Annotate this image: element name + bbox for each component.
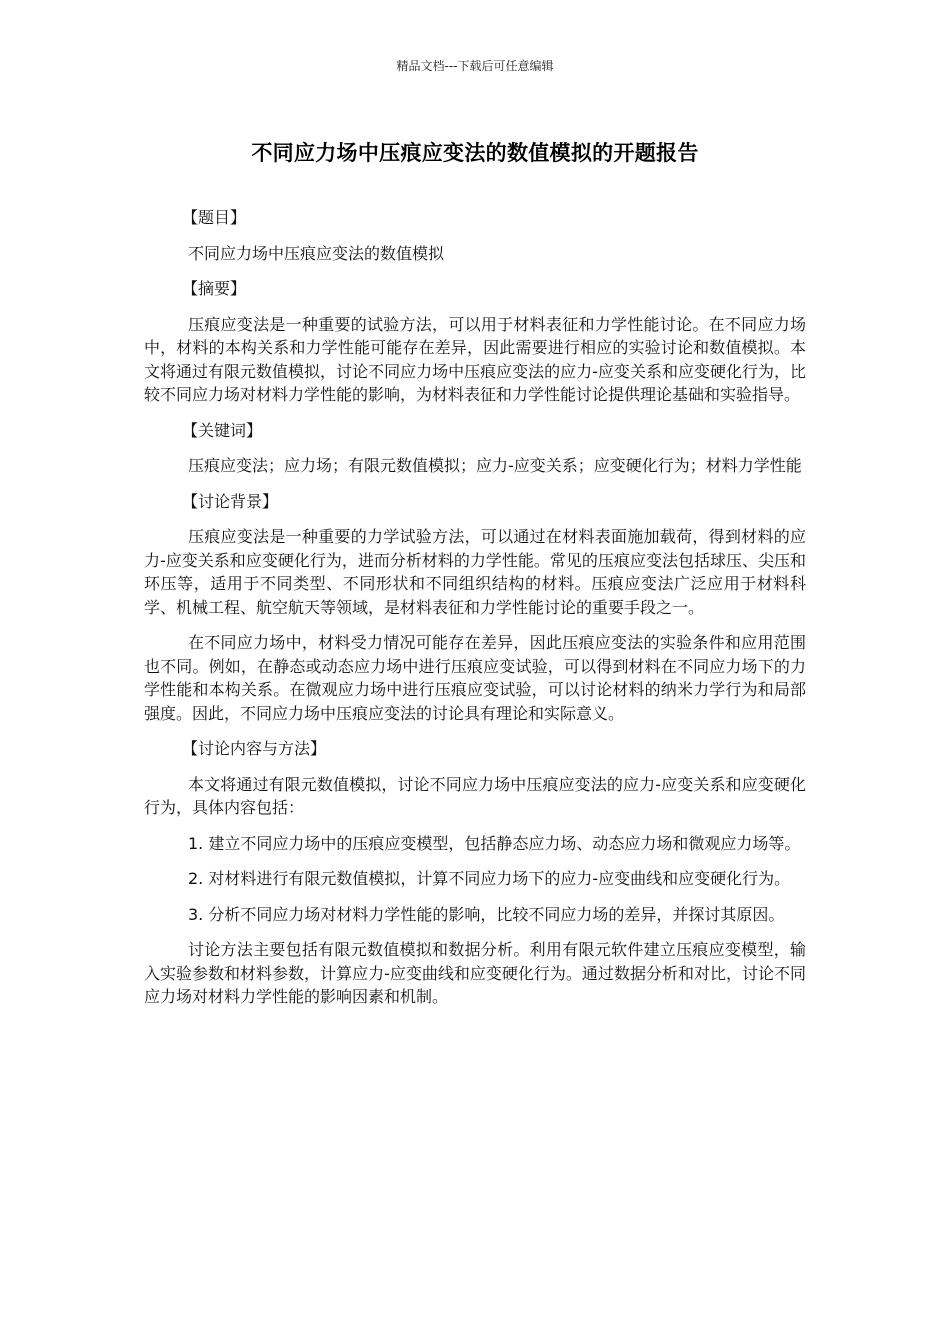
keywords-paragraph: 压痕应变法；应力场；有限元数值模拟；应力-应变关系；应变硬化行为；材料力学性能: [188, 456, 802, 475]
method-list-item-3: 3. 分析不同应力场对材料力学性能的影响，比较不同应力场的差异，并探讨其原因。: [188, 904, 785, 924]
method-paragraph-2: 讨论方法主要包括有限元数值模拟和数据分析。利用有限元软件建立压痕应变模型，输入实验参数和材料参数，计算应力-应变曲线和应变硬化行为。通过数据分析和对比，讨论不同应力场对材料力学性能的影响因素和机制。: [144, 940, 806, 1006]
method-list-item-1: 1. 建立不同应力场中的压痕应变模型，包括静态应力场、动态应力场和微观应力场等。: [188, 833, 801, 853]
method-paragraph-1: 本文将通过有限元数值模拟，讨论不同应力场中压痕应变法的应力-应变关系和应变硬化行为，具体内容包括：: [144, 774, 806, 817]
keywords-heading: 【关键词】: [182, 420, 263, 440]
background-heading: 【讨论背景】: [182, 491, 279, 511]
abstract-heading: 【摘要】: [182, 279, 247, 298]
background-paragraph-2: 在不同应力场中，材料受力情况可能存在差异，因此压痕应变法的实验条件和应用范围也不同。例如，在静态或动态应力场中进行压痕应变试验，可以得到材料在不同应力场下的力学性能和本构关系。在微观应力场中进行压痕应变试验，可以讨论材料的纳米力学行为和局部强度。因此，不同应力场中压痕应变法的讨论具有理论和实际意义。: [144, 633, 806, 723]
topic-text: 不同应力场中压痕应变法的数值模拟: [188, 243, 445, 263]
background-paragraph-1: 压痕应变法是一种重要的力学试验方法，可以通过在材料表面施加载荷，得到材料的应力-应变关系和应变硬化行为，进而分析材料的力学性能。常见的压痕应变法包括球压、尖压和环压等，适用于不同类型、不同形状和不同组织结构的材料。压痕应变法广泛应用于材料科学、机械工程、航空航天等领域，是材料表征和力学性能讨论的重要手段之一。: [144, 527, 806, 617]
method-heading: 【讨论内容与方法】: [182, 739, 327, 758]
method-list-item-2: 2. 对材料进行有限元数值模拟，计算不同应力场下的应力-应变曲线和应变硬化行为。: [188, 869, 791, 888]
topic-heading: 【题目】: [182, 208, 247, 227]
abstract-paragraph: 压痕应变法是一种重要的试验方法，可以用于材料表征和力学性能讨论。在不同应力场中，材料的本构关系和力学性能可能存在差异，因此需要进行相应的实验讨论和数值模拟。本文将通过有限元数值模拟，讨论不同应力场中压痕应变法的应力-应变关系和应变硬化行为，比较不同应力场对材料力学性能的影响，为材料表征和力学性能讨论提供理论基础和实验指导。: [144, 314, 806, 404]
document-body: [144, 206, 806, 1021]
document-title: 不同应力场中压痕应变法的数值模拟的开题报告: [251, 141, 699, 165]
header-note: 精品文档---下载后可任意编辑: [396, 59, 554, 73]
